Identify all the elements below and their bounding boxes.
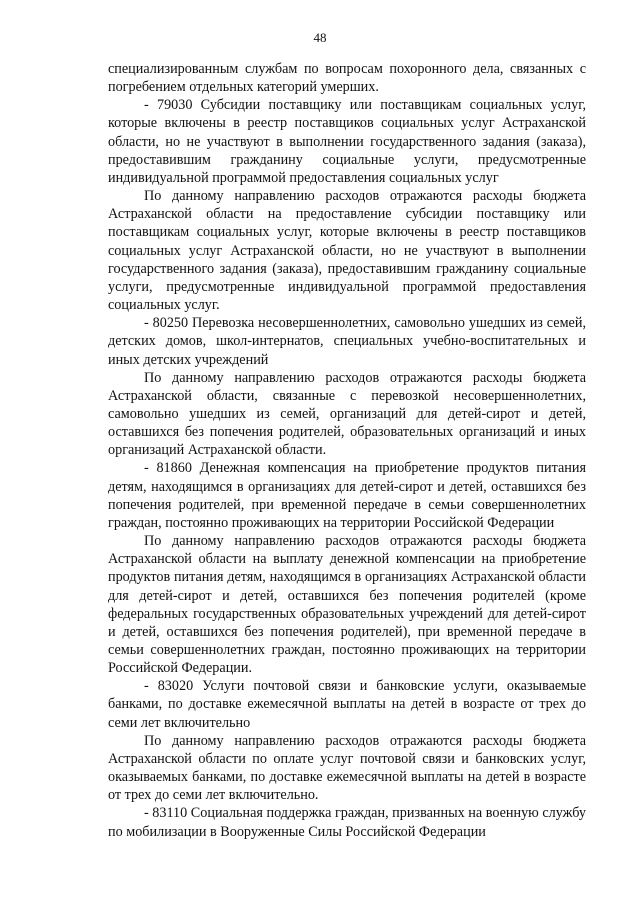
page-number: 48 [313, 30, 327, 45]
paragraph-item-83110: - 83110 Социальная поддержка граждан, призванных на военную службу по мобилизации в Вооруженные Силы Российской Федерации [108, 805, 586, 840]
document-body [108, 60, 586, 841]
paragraph-description-79030: По данному направлению расходов отражаются расходы бюджета Астраханской области на предоставление субсидии поставщику или поставщикам социальных услуг, которые включены в реестр поставщиков социальных услуг Астраханской области, но не участвуют в выполнении государственного задания (заказа), предоставившим гражданину социальные услуги, предусмотренные индивидуальной программой предоставления социальных услуг. [108, 188, 586, 314]
paragraph-description-81860: По данному направлению расходов отражаются расходы бюджета Астраханской области на выплату денежной компенсации на приобретение продуктов питания детям, находящимся в организациях Астраханской области для детей-сирот и детей, оставшихся без попечения родителей (кроме федеральных государственных образовательных учреждений для детей-сирот и детей, оставшихся без попечения родителей), при временной передаче в семьи совершеннолетних граждан, постоянно проживающих на территории Российской Федерации. [108, 533, 586, 677]
paragraph-description-83020: По данному направлению расходов отражаются расходы бюджета Астраханской области по оплате услуг почтовой связи и банковских услуг, оказываемых банками, по доставке ежемесячной выплаты на детей в возрасте от трех до семи лет включительно. [108, 732, 586, 804]
paragraph-continuation: специализированным службам по вопросам похоронного дела, связанных с погребением отдельных категорий умерших. [108, 61, 586, 96]
paragraph-item-81860: - 81860 Денежная компенсация на приобретение продуктов питания детям, находящимся в организациях для детей-сирот и детей, оставшихся без попечения родителей, при временной передаче в семьи совершеннолетних граждан, постоянно проживающих на территории Российской Федерации [108, 460, 586, 531]
paragraph-item-79030: - 79030 Субсидии поставщику или поставщикам социальных услуг, которые включены в реестр поставщиков социальных услуг Астраханской области, но не участвуют в выполнении государственного задания (заказа), предоставившим гражданину социальные услуги, предусмотренные индивидуальной программой предоставления социальных услуг [108, 97, 586, 186]
paragraph-item-83020: - 83020 Услуги почтовой связи и банковские услуги, оказываемые банками, по доставке ежемесячной выплаты на детей в возрасте от трех до семи лет включительно [108, 678, 586, 731]
paragraph-description-80250: По данному направлению расходов отражаются расходы бюджета Астраханской области, связанные с перевозкой несовершеннолетних, самовольно ушедших из семей, организаций для детей-сирот и детей, оставшихся без попечения родителей, образовательных организаций и иных организаций Астраханской области. [108, 369, 586, 459]
paragraph-item-80250: - 80250 Перевозка несовершеннолетних, самовольно ушедших из семей, детских домов, школ-интернатов, специальных учебно-воспитательных и иных детских учреждений [108, 315, 586, 368]
